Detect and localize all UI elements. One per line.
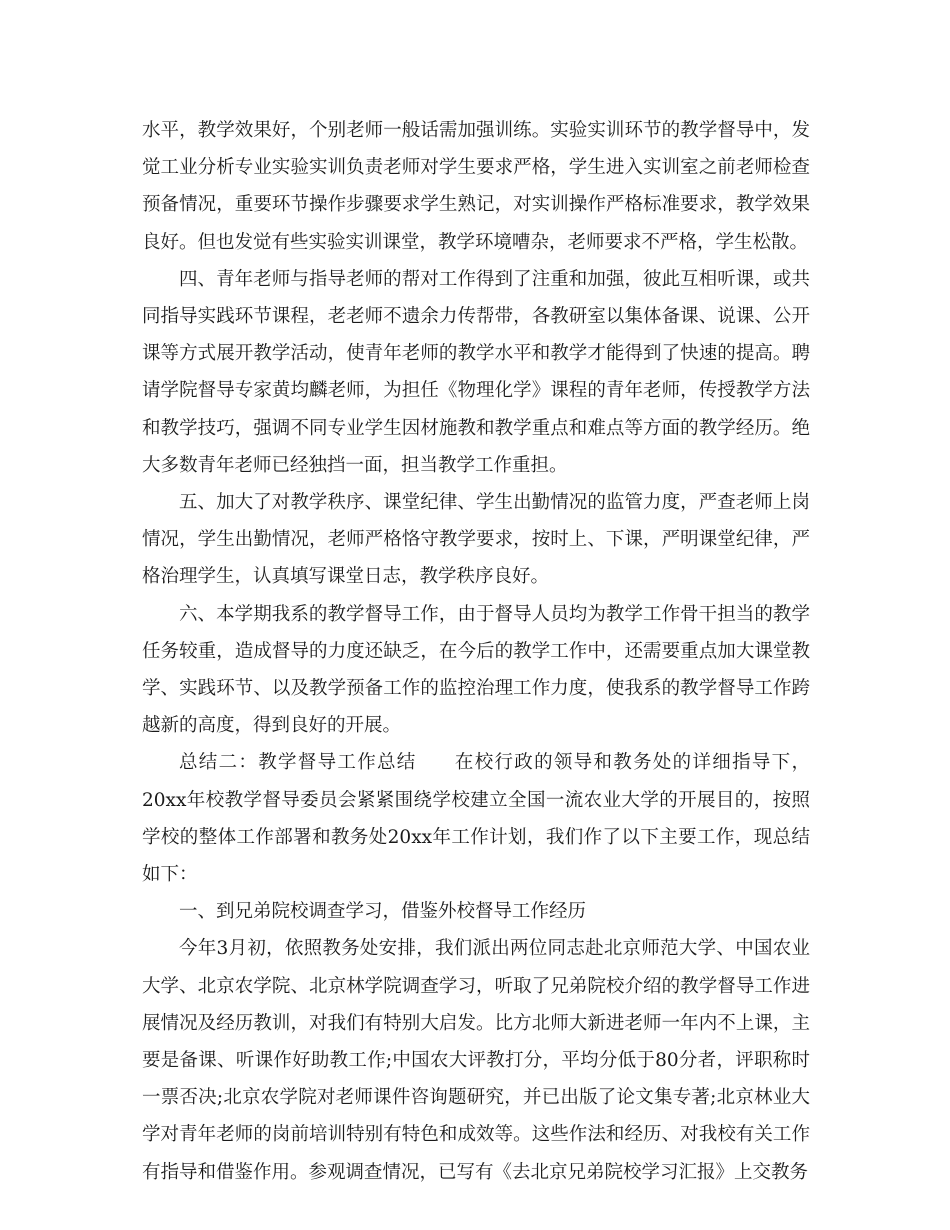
summary-two-title: 总结二：教学督导工作总结 [179, 752, 417, 774]
paragraph-item-5: 五、加大了对教学秩序、课堂纪律、学生出勤情况的监管力度，严查老师上岗情况，学生出勤情况，老师严格恪守教学要求，按时上、下课，严明课堂纪律，严格治理学生，认真填写课堂日志，教学秩序良好。 [142, 492, 810, 588]
paragraph-item-4: 四、青年老师与指导老师的帮对工作得到了注重和加强，彼此互相听课，或共同指导实践环节课程，老老师不遗余力传帮带，各教研室以集体备课、说课、公开课等方式展开教学活动，使青年老师的教学水平和教学才能得到了快速的提高。聘请学院督导专家黄均麟老师，为担任《物理化学》课程的青年老师，传授教学方法和教学技巧，强调不同专业学生因材施教和教学重点和难点等方面的教学经历。绝大多数青年老师已经独挡一面，担当教学工作重担。 [142, 268, 810, 476]
summary-two-body: 在校行政的领导和教务处的详细指导下，20xx年校教学督导委员会紧紧围绕学校建立全国一流农业大学的开展目的，按照学校的整体工作部署和教务处20xx年工作计划，我们作了以下主要工作，现总结如下： [142, 752, 810, 886]
document-body [142, 112, 810, 1191]
paragraph-continuation: 水平，教学效果好，个别老师一般话需加强训练。实验实训环节的教学督导中，发觉工业分析专业实验实训负责老师对学生要求严格，学生进入实训室之前老师检查预备情况，重要环节操作步骤要求学生熟记，对实训操作严格标准要求，教学效果良好。但也发觉有些实验实训课堂，教学环境嘈杂，老师要求不严格，学生松散。 [142, 120, 810, 253]
paragraph-visit-report: 今年3月初，依照教务处安排，我们派出两位同志赴北京师范大学、中国农业大学、北京农学院、北京林学院调查学习，听取了兄弟院校介绍的教学督导工作进展情况及经历教训，对我们有特别大启发。比方北师大新进老师一年内不上课，主要是备课、听课作好助教工作;中国农大评教打分，平均分低于80分者，评职称时一票否决;北京农学院对老师课件咨询题研究，并已出版了论文集专著;北京林业大学对青年老师的岗前培训特别有特色和成效等。这些作法和经历、对我校有关工作有指导和借鉴作用。参观调查情况，已写有《去北京兄弟院校学习汇报》上交教务 [142, 938, 810, 1183]
summary-two-paragraph [142, 744, 810, 893]
section-heading-1: 一、到兄弟院校调查学习，借鉴外校督导工作经历 [179, 901, 587, 923]
paragraph-item-6: 六、本学期我系的教学督导工作，由于督导人员均为教学工作骨干担当的教学任务较重，造成督导的力度还缺乏，在今后的教学工作中，还需要重点加大课堂教学、实践环节、以及教学预备工作的监控治理工作力度，使我系的教学督导工作跨越新的高度，得到良好的开展。 [142, 603, 810, 737]
